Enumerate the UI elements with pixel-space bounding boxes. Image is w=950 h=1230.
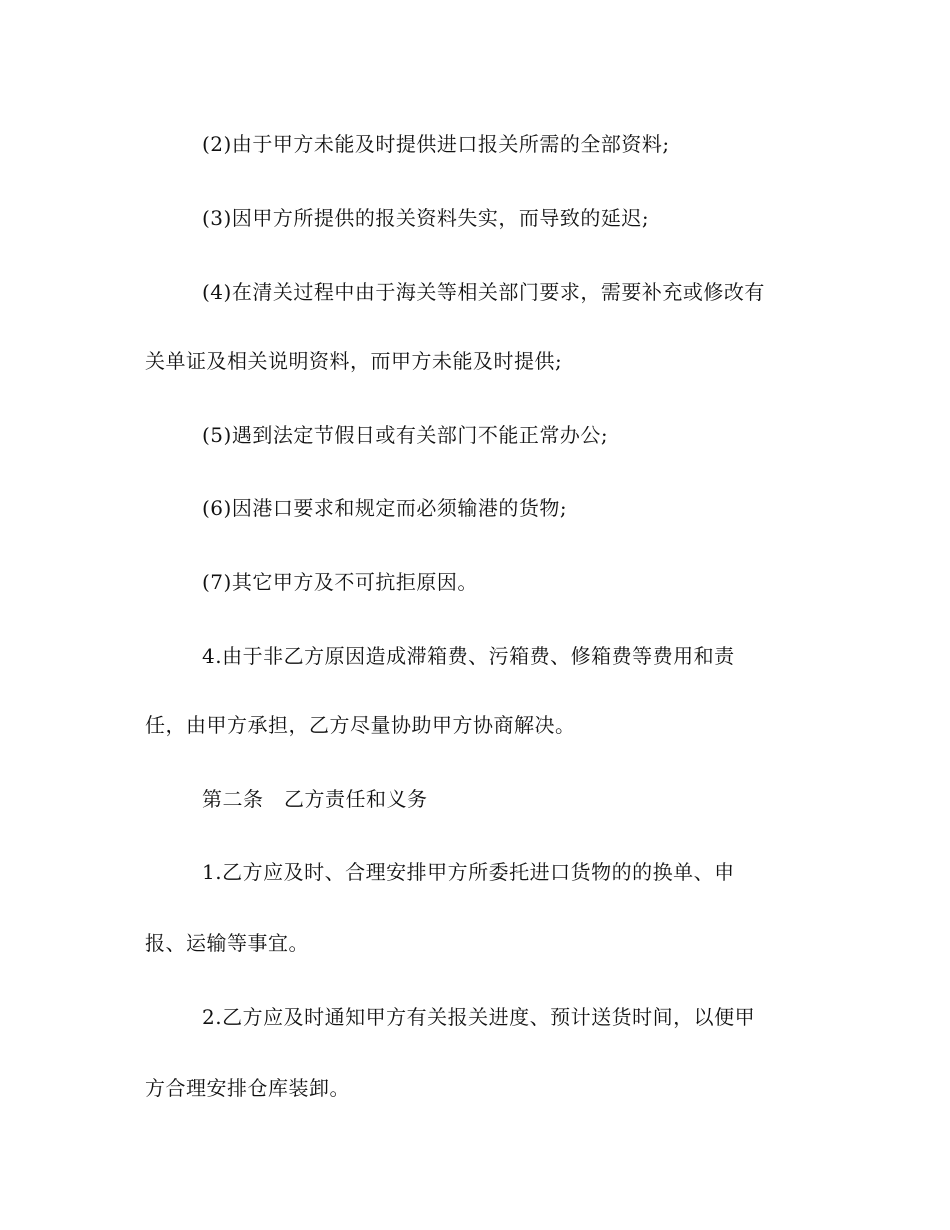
- text-line: (2)由于甲方未能及时提供进口报关所需的全部资料;: [202, 132, 670, 156]
- text-line: (6)因港口要求和规定而必须输港的货物;: [202, 496, 568, 520]
- text-line: 任，由甲方承担，乙方尽量协助甲方协商解决。: [145, 713, 576, 737]
- section-heading: 第二条 乙方责任和义务: [202, 787, 428, 811]
- text-line: (4)在清关过程中由于海关等相关部门要求，需要补充或修改有: [202, 280, 765, 304]
- text-line: 4.由于非乙方原因造成滞箱费、污箱费、修箱费等费用和责: [202, 644, 735, 668]
- text-line: (7)其它甲方及不可抗拒原因。: [202, 570, 478, 594]
- text-line: (5)遇到法定节假日或有关部门不能正常办公;: [202, 423, 609, 447]
- text-line: 方合理安排仓库装卸。: [145, 1076, 350, 1100]
- text-line: 关单证及相关说明资料，而甲方未能及时提供;: [145, 349, 563, 373]
- text-line: 报、运输等事宜。: [145, 931, 309, 955]
- text-line: (3)因甲方所提供的报关资料失实，而导致的延迟;: [202, 206, 650, 230]
- text-line: 1.乙方应及时、合理安排甲方所委托进口货物的的换单、申: [202, 860, 735, 884]
- text-line: 2.乙方应及时通知甲方有关报关进度、预计送货时间，以便甲: [202, 1005, 756, 1029]
